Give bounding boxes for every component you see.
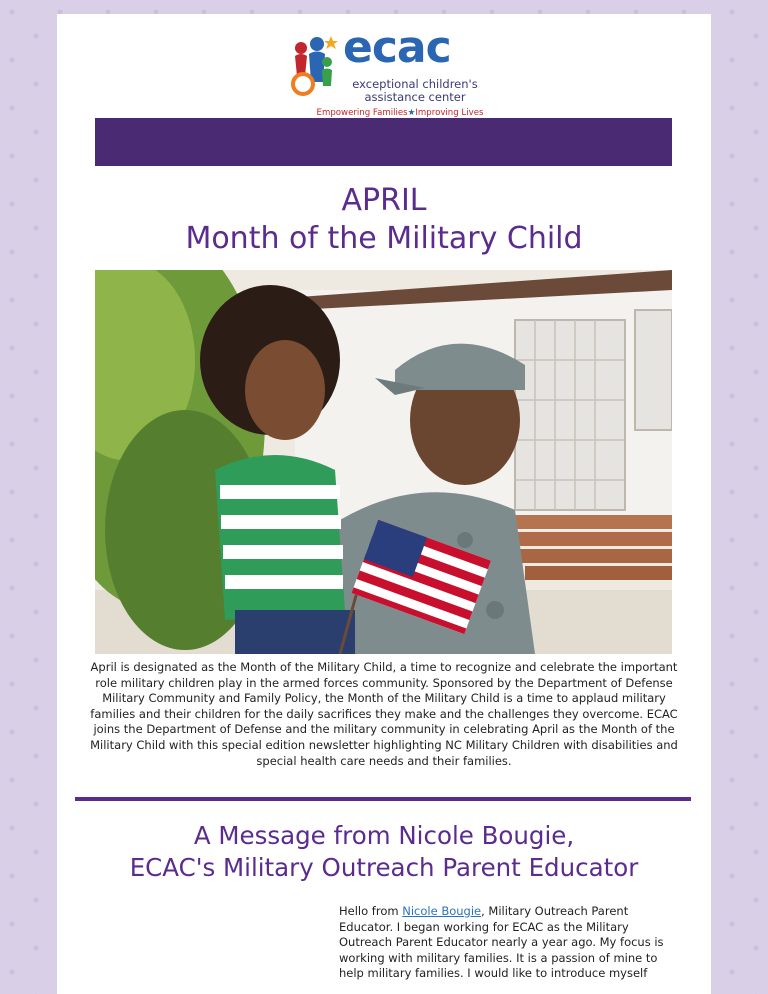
family-figures-icon [291,32,343,102]
hero-title-line1: APRIL [341,183,427,218]
intro-paragraph: April is designated as the Month of the Military Child, a time to recognize and celebrate the important role military children play in the armed forces community. Sponsored by the Department of Defense Military Community and Family Policy, the Month of the Military Child is a time to applaud military families and their children for the daily sacrifices they make and the challenges they overcome. ECAC joins the Department of Defense and the military community in celebrating April as the Month of the Military Child with this special edition newsletter highlighting NC Military Children with disabilities and special health care needs and their families. [90,660,678,768]
hero-title [57,182,711,258]
tagline-star-icon: ★ [407,108,416,118]
message-text-after: , Military Outreach Parent Educator. I began working for ECAC as the Military Outreach Parent Educator nearly a year ago. My focus is working with military families. It is a passion of mine to help military families. I would like to introduce myself [339,904,664,981]
purple-banner [95,118,672,166]
logo-subtitle [345,78,485,104]
message-text-before: Hello from [339,904,403,918]
tagline-left: Empowering Families [316,108,408,118]
logo-wordmark: ecac [343,22,451,73]
message-body [339,904,675,982]
hero-photo [95,270,672,654]
tagline-right: Improving Lives [415,108,484,118]
logo-tagline [315,108,485,118]
message-heading-line1: A Message from Nicole Bougie, [193,821,575,850]
logo-subtitle-line2: assistance center [364,90,466,104]
section-divider [75,797,691,801]
hero-title-line2: Month of the Military Child [185,221,583,256]
logo-subtitle-line1: exceptional children's [352,77,478,91]
message-heading-line2: ECAC's Military Outreach Parent Educator [129,853,639,882]
nicole-bougie-link[interactable]: Nicole Bougie [402,904,482,918]
ecac-logo[interactable] [291,22,484,124]
message-heading [57,820,711,884]
newsletter-card [57,14,711,994]
soldier-and-child-image [95,270,672,654]
